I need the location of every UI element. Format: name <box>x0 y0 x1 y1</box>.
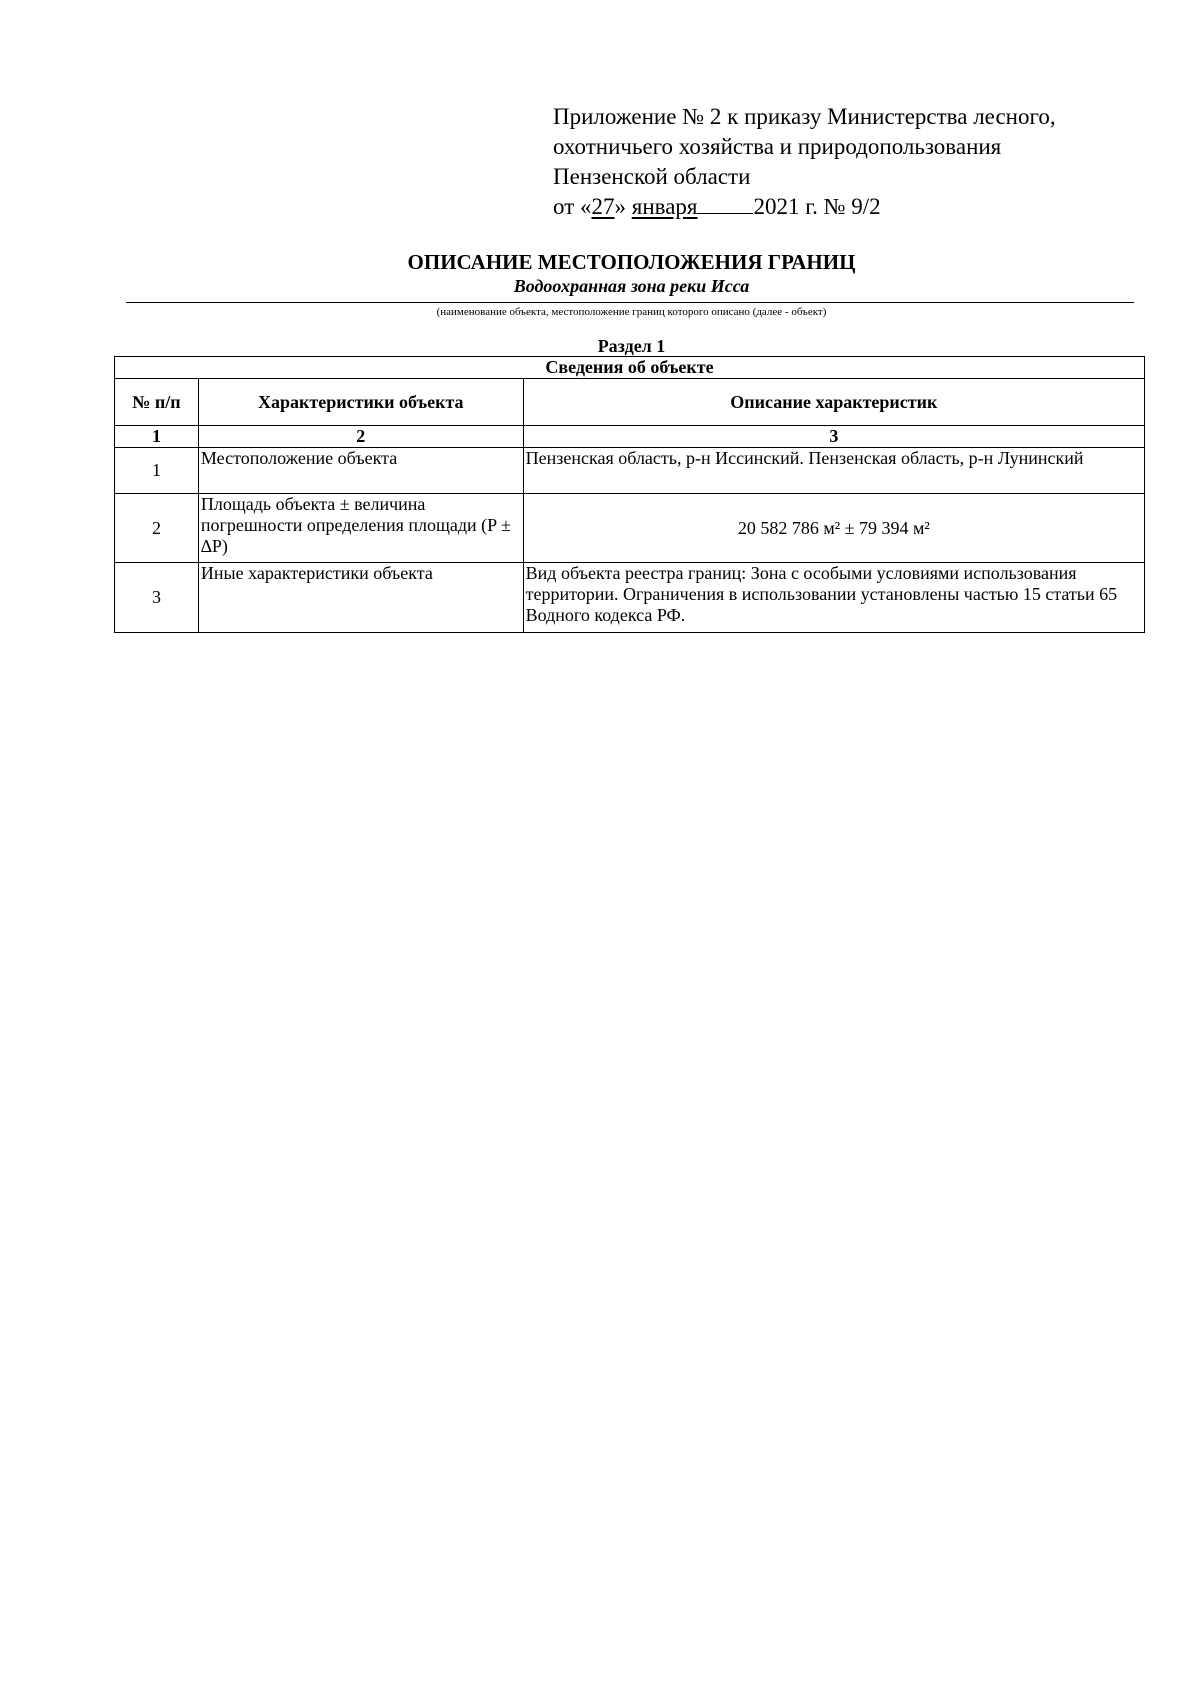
date-prefix: от « <box>553 194 592 219</box>
section-title: Раздел 1 <box>597 336 666 356</box>
date-day: 27 <box>591 194 615 219</box>
row-num: 1 <box>115 448 199 494</box>
row-description: Вид объекта реестра границ: Зона с особыми условиями использования территории. Ограничения в использовании установлены частью 15 статьи 65 Водного кодекса РФ. <box>523 563 1144 633</box>
date-year-number: 2021 г. № 9/2 <box>753 194 881 219</box>
appendix-block <box>553 102 1056 222</box>
table-header-row <box>115 379 1145 426</box>
table-heading-row <box>115 357 1145 379</box>
appendix-line-2: охотничьего хозяйства и природопользования <box>553 134 1002 159</box>
appendix-date-line <box>553 192 1056 222</box>
document-title: ОПИСАНИЕ МЕСТОПОЛОЖЕНИЯ ГРАНИЦ <box>407 250 856 274</box>
date-mid: » <box>614 194 626 219</box>
table-index-row <box>115 426 1145 448</box>
row-num: 3 <box>115 563 199 633</box>
date-month: января <box>631 194 698 219</box>
index-2: 2 <box>198 426 523 448</box>
object-name: Водоохранная зона реки Исса <box>513 276 750 296</box>
table-row <box>115 563 1145 633</box>
object-name-caption: (наименование объекта, местоположение границ которого описано (далее - объект) <box>436 306 827 318</box>
header-characteristic: Характеристики объекта <box>198 379 523 426</box>
table-heading: Сведения об объекте <box>115 357 1145 379</box>
row-num: 2 <box>115 494 199 563</box>
index-3: 3 <box>523 426 1144 448</box>
date-blank-line <box>697 193 753 214</box>
appendix-line-3: Пензенской области <box>553 164 751 189</box>
header-num: № п/п <box>115 379 199 426</box>
object-info-table <box>114 356 1145 633</box>
appendix-line-1: Приложение № 2 к приказу Министерства лесного, <box>553 104 1056 129</box>
row-description: Пензенская область, р-н Иссинский. Пензенская область, р-н Лунинский <box>523 448 1144 494</box>
row-characteristic: Местоположение объекта <box>198 448 523 494</box>
object-name-underline <box>126 302 1134 303</box>
table-row <box>115 448 1145 494</box>
row-characteristic: Площадь объекта ± величина погрешности определения площади (P ± ∆P) <box>198 494 523 563</box>
table-row <box>115 494 1145 563</box>
row-description: 20 582 786 м² ± 79 394 м² <box>523 494 1144 563</box>
header-description: Описание характеристик <box>523 379 1144 426</box>
index-1: 1 <box>115 426 199 448</box>
row-characteristic: Иные характеристики объекта <box>198 563 523 633</box>
